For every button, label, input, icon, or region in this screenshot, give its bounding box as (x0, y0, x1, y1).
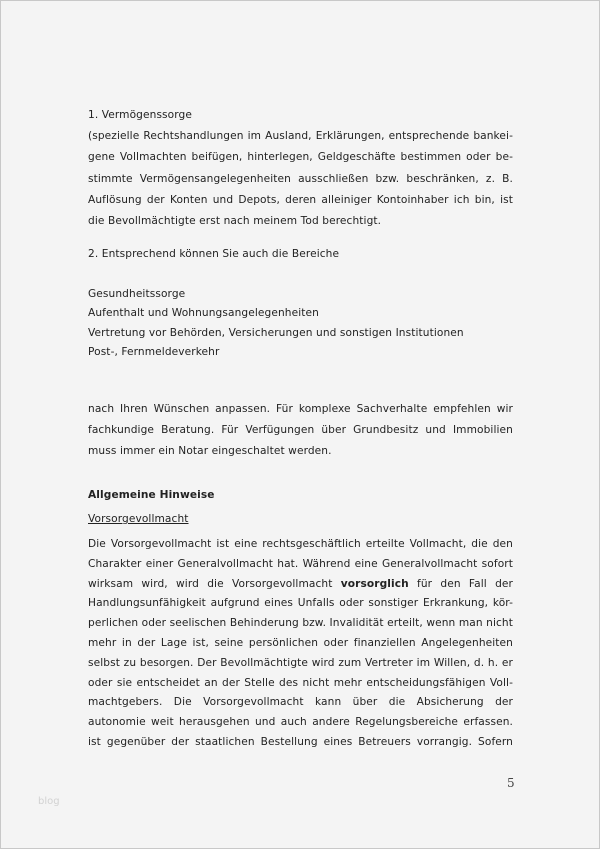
list-item: Gesundheitssorge (88, 288, 186, 300)
text-line: mehr in der Lage ist, seine persönlichen oder finanziellen Angelegenheiten (88, 637, 513, 649)
text-line: muss immer ein Notar eingeschaltet werden. (88, 445, 332, 457)
text-span: für den Fall der (417, 577, 513, 590)
text-line: Auflösung der Konten und Depots, deren alleiniger Kontoinhaber ich bin, ist (88, 193, 513, 206)
section-heading: 1. Vermögenssorge (88, 109, 192, 121)
section-heading: 2. Entsprechend können Sie auch die Bereiche (88, 248, 340, 260)
text-line: (spezielle Rechtshandlungen im Ausland, Erklärungen, entsprechende bankei- (88, 130, 513, 142)
text-line: selbst zu besorgen. Der Bevollmächtigte wird zum Vertreter im Willen, d. h. er (88, 656, 513, 669)
list-item: Post-, Fernmeldeverkehr (88, 345, 220, 358)
text-line: stimmte Vermögensangelegenheiten ausschließen bzw. beschränken, z. B. (88, 172, 513, 185)
text-line (88, 577, 513, 591)
bold-word: vorsorglich (340, 577, 409, 590)
text-line: ist gegenüber der staatlichen Bestellung eines Betreuers vorrangig. Sofern (88, 736, 513, 748)
text-line: gene Vollmachten beifügen, hinterlegen, Geldgeschäfte bestimmen oder be- (88, 151, 513, 164)
subheading: Vorsorgevollmacht (88, 513, 189, 525)
list-item: Aufenthalt und Wohnungsangelegenheiten (88, 307, 319, 320)
text-line: oder sie entscheidet an der Stelle des nicht mehr entscheidungsfähigen Voll- (88, 676, 513, 689)
text-line: fachkundige Beratung. Für Verfügungen über Grundbesitz und Immobilien (88, 424, 513, 436)
section-heading: Allgemeine Hinweise (88, 489, 215, 501)
text-line: machtgebers. Die Vorsorgevollmacht kann über die Absicherung der (88, 696, 513, 709)
text-line: Die Vorsorgevollmacht ist eine rechtsgeschäftlich erteilte Vollmacht, die den (88, 538, 513, 550)
text-line: Handlungsunfähigkeit aufgrund eines Unfalls oder sonstiger Erkrankung, kör- (88, 597, 513, 610)
text-line: perlichen oder seelischen Behinderung bzw. Invalidität erteilt, wenn man nicht (88, 617, 513, 630)
text-line: autonomie weit herausgehen und auch andere Regelungsbereiche erfassen. (88, 716, 513, 729)
watermark: blog (38, 796, 60, 807)
text-line: nach Ihren Wünschen anpassen. Für komplexe Sachverhalte empfehlen wir (88, 403, 513, 415)
text-line: Charakter einer Generalvollmacht hat. Während eine Generalvollmacht sofort (88, 557, 513, 570)
text-line: die Bevollmächtigte erst nach meinem Tod berechtigt. (88, 215, 382, 228)
page-number: 5 (507, 776, 515, 790)
text-span: wirksam wird, wird die Vorsorgevollmacht (88, 577, 333, 590)
list-item: Vertretung vor Behörden, Versicherungen und sonstigen Institutionen (88, 326, 464, 339)
